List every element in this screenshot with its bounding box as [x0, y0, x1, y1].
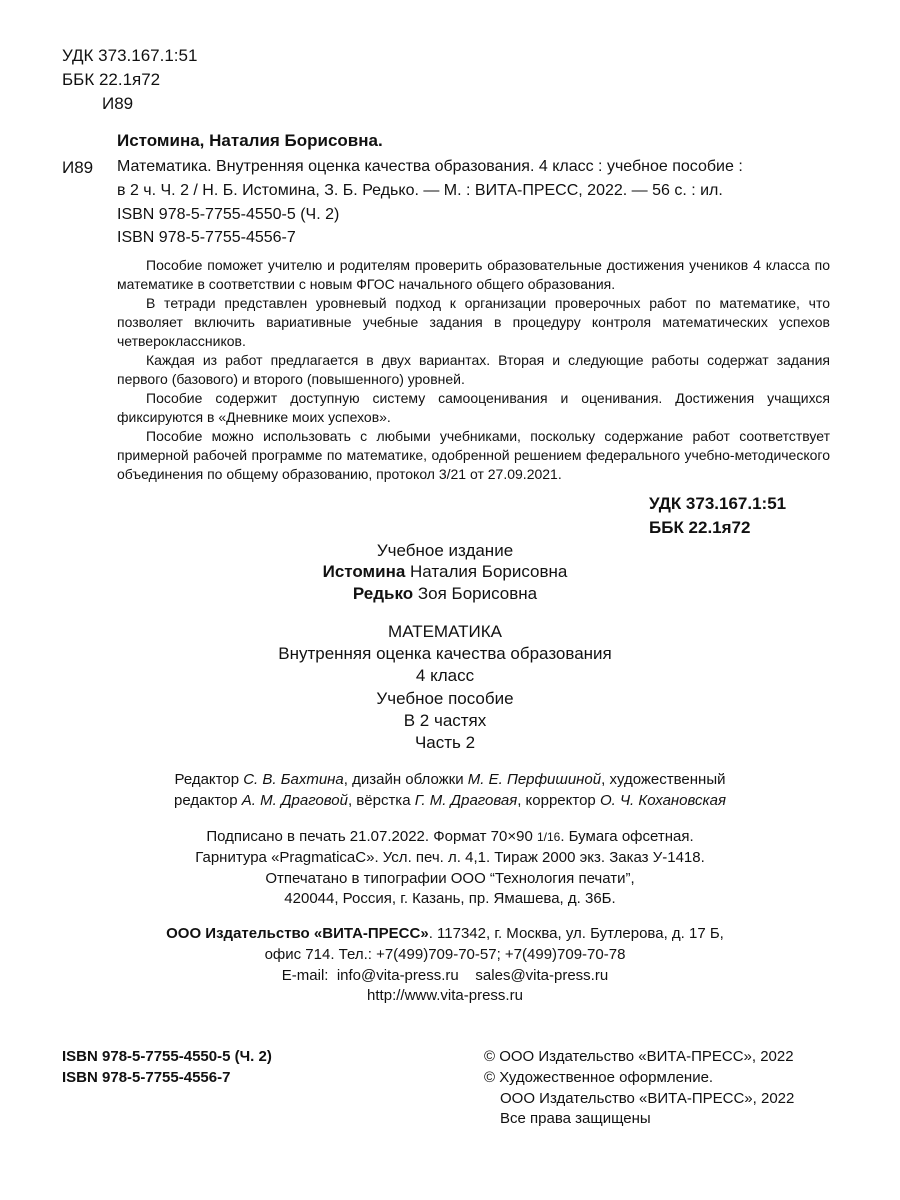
author-2-surname: Редько	[352, 584, 414, 603]
edition-author-2	[0, 584, 890, 604]
biblio-line-1: Математика. Внутренняя оценка качества образования. 4 класс : учебное пособие :	[117, 158, 743, 175]
credits-person: А. М. Драговой	[241, 792, 348, 809]
credits-role: редактор	[174, 792, 242, 809]
title-subject: МАТЕМАТИКА	[388, 622, 502, 641]
annotation	[117, 256, 830, 484]
edition-type: Учебное издание	[376, 541, 514, 560]
publisher-website[interactable]: http://www.vita-press.ru	[367, 987, 523, 1004]
credits-line-1	[0, 771, 900, 788]
publisher-name: ООО Издательство «ВИТА-ПРЕСС»	[166, 925, 429, 942]
annotation-paragraph: Пособие содержит доступную систему самооценивания и оценивания. Достижения учащихся фиксируются в «Дневнике моих успехов».	[117, 390, 830, 425]
publisher-line-1	[0, 925, 890, 942]
credits-role: Редактор	[174, 771, 244, 788]
right-bbk-code: ББК 22.1я72	[649, 518, 751, 537]
annotation-paragraph: Каждая из работ предлагается в двух вариантах. Вторая и следующие работы содержат задания первого (базового) и второго (повышенного) уровней.	[117, 352, 830, 387]
publisher-line-2: офис 714. Тел.: +7(499)709-70-57; +7(499)709-70-78	[264, 946, 626, 963]
format-fraction: 1/16	[536, 830, 561, 844]
credits-line-2	[0, 792, 900, 809]
footer-isbn-2: ISBN 978-5-7755-4556-7	[62, 1069, 231, 1086]
annotation-paragraph: В тетради представлен уровневый подход к организации проверочных работ по математике, что позволяет включить вариативные учебные задания в процедуру контроля математических успехов четвероклассников.	[117, 295, 830, 349]
biblio-author: Истомина, Наталия Борисовна.	[117, 131, 383, 150]
copyright-design-holder: ООО Издательство «ВИТА-ПРЕСС», 2022	[500, 1090, 795, 1107]
print-info-line-2: Гарнитура «PragmaticaC». Усл. печ. л. 4,1. Тираж 2000 экз. Заказ У-1418.	[195, 849, 705, 866]
edition-author-1	[0, 562, 890, 582]
copyright-design: © Художественное оформление.	[484, 1069, 714, 1086]
title-subtitle: Внутренняя оценка качества образования	[278, 644, 612, 663]
title-kind: Учебное пособие	[376, 689, 514, 708]
copyright-publisher: © ООО Издательство «ВИТА-ПРЕСС», 2022	[484, 1048, 794, 1065]
biblio-author-mark: И89	[62, 158, 94, 177]
rights-reserved: Все права защищены	[500, 1110, 651, 1127]
annotation-paragraph: Пособие можно использовать с любыми учебниками, поскольку содержание работ соответствует примерной рабочей программе по математике, одобренной решением федерального учебно-методического объединения по общему образованию, протокол 3/21 от 27.09.2021.	[117, 428, 830, 482]
bbk-code: ББК 22.1я72	[62, 70, 161, 89]
author-1-name: Наталия Борисовна	[410, 562, 568, 581]
credits-role: , корректор	[517, 792, 600, 809]
title-grade: 4 класс	[415, 666, 475, 685]
author-1-surname: Истомина	[322, 562, 406, 581]
print-info-line-4: 420044, Россия, г. Казань, пр. Ямашева, д. 36Б.	[284, 890, 616, 907]
biblio-line-2: в 2 ч. Ч. 2 / Н. Б. Истомина, З. Б. Редько. — М. : ВИТА-ПРЕСС, 2022. — 56 с. : ил.	[117, 182, 723, 199]
author-mark: И89	[102, 94, 134, 113]
credits-person: Г. М. Драговая	[414, 792, 518, 809]
title-parts: В 2 частях	[403, 711, 487, 730]
credits-role: , вёрстка	[347, 792, 415, 809]
email-link-sales[interactable]: sales@vita-press.ru	[475, 967, 609, 984]
biblio-isbn-1: ISBN 978-5-7755-4550-5 (Ч. 2)	[117, 206, 340, 223]
title-part: Часть 2	[414, 733, 476, 752]
biblio-isbn-2: ISBN 978-5-7755-4556-7	[117, 229, 296, 246]
right-udk-code: УДК 373.167.1:51	[649, 494, 787, 513]
print-info-text: . Бумага офсетная.	[560, 828, 694, 845]
print-info-text: Подписано в печать 21.07.2022. Формат 70×90	[206, 828, 537, 845]
footer-isbn-1: ISBN 978-5-7755-4550-5 (Ч. 2)	[62, 1048, 272, 1065]
credits-person: М. Е. Перфишиной	[467, 771, 602, 788]
email-label: E-mail:	[281, 967, 329, 984]
print-info-line-3: Отпечатано в типографии ООО “Технология печати”,	[265, 870, 635, 887]
credits-person: С. В. Бахтина	[243, 771, 344, 788]
email-link-info[interactable]: info@vita-press.ru	[336, 967, 459, 984]
print-info-line-1	[0, 828, 900, 845]
credits-role: , дизайн обложки	[343, 771, 468, 788]
udk-code: УДК 373.167.1:51	[62, 46, 198, 65]
credits-person: О. Ч. Кохановская	[599, 792, 726, 809]
publisher-email-line	[0, 967, 890, 984]
annotation-paragraph: Пособие поможет учителю и родителям проверить образовательные достижения учеников 4 класса по математике в соответствии с новым ФГОС начального общего образования.	[117, 257, 830, 292]
credits-role: , художественный	[601, 771, 726, 788]
publisher-address: . 117342, г. Москва, ул. Бутлерова, д. 17 Б,	[428, 925, 724, 942]
author-2-name: Зоя Борисовна	[417, 584, 538, 603]
